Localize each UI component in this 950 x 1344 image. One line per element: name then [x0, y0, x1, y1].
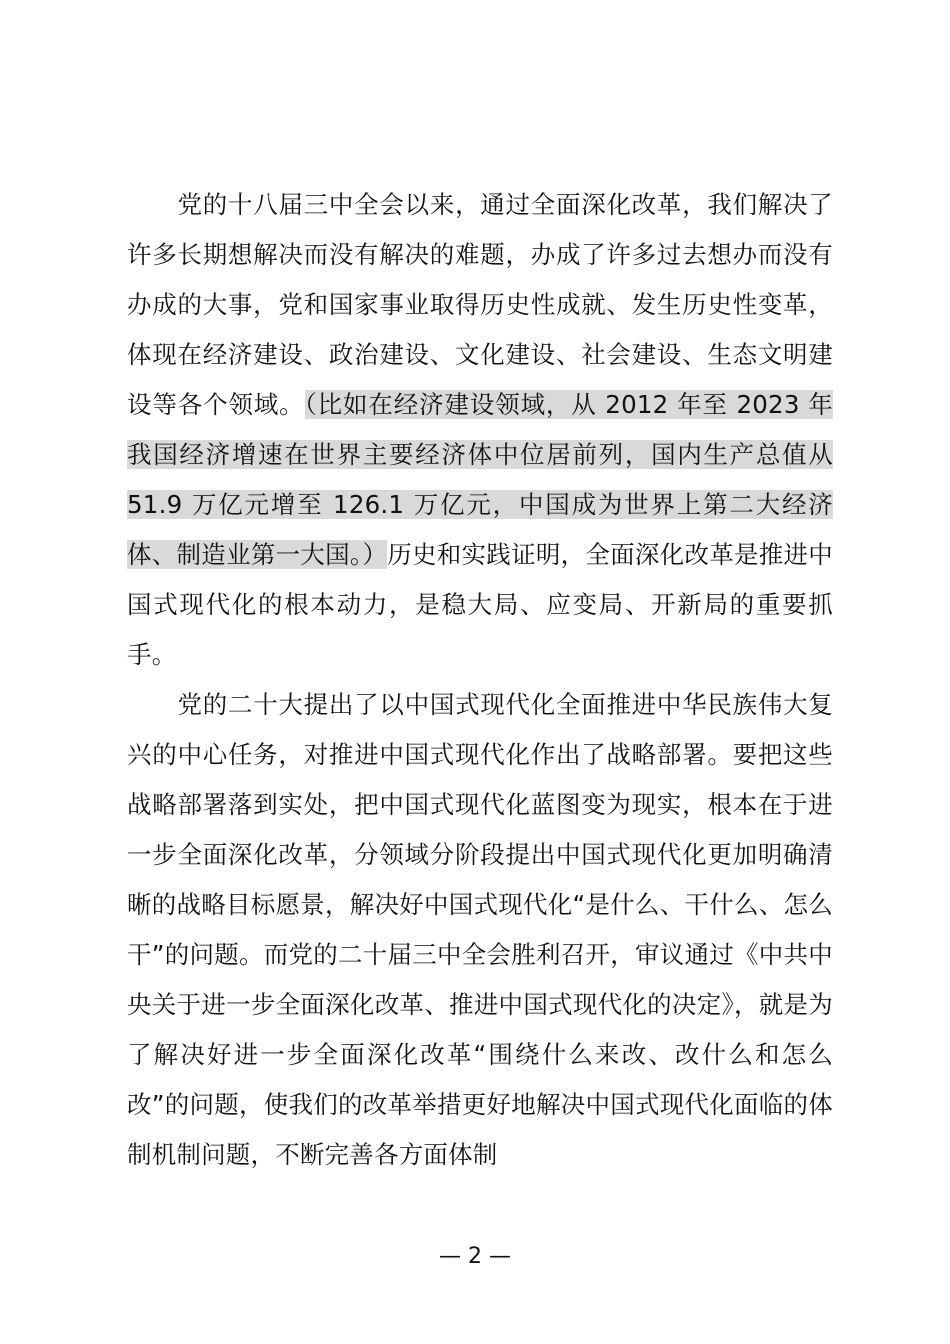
- paragraph-1-text: 党的十八届三中全会以来，通过全面深化改革，我们解决了许多长期想解决而没有解决的难题，办成了许多过去想办而没有办成的大事，党和国家事业取得历史性成就、发生历史性变革，体现在经济建设、政治建设、文化建设、社会建设、生态文明建设等各个领域。: [127, 190, 833, 419]
- highlighted-example-text: （比如在经济建设领域，从 2012 年至 2023 年我国经济增速在世界主要经济体中位居前列，国内生产总值从 51.9 万亿元增至 126.1 万亿元，中国成为世界上第二大经济体、制造业第一大国。）: [127, 390, 833, 569]
- paragraph-2-text: 党的二十大提出了以中国式现代化全面推进中华民族伟大复兴的中心任务，对推进中国式现代化作出了战略部署。要把这些战略部署落到实处，把中国式现代化蓝图变为现实，根本在于进一步全面深化改革，分领域分阶段提出中国式现代化更加明确清晰的战略目标愿景，解决好中国式现代化“是什么、干什么、怎么干”的问题。而党的二十届三中全会胜利召开，审议通过《中共中央关于进一步全面深化改革、推进中国式现代化的决定》，就是为了解决好进一步全面深化改革“围绕什么来改、改什么和怎么改”的问题，使我们的改革举措更好地解决中国式现代化面临的体制机制问题，不断完善各方面体制: [127, 690, 833, 1169]
- paragraph-1: [127, 180, 833, 680]
- page-number: — 2 —: [439, 1244, 511, 1269]
- document-page: [127, 180, 833, 1180]
- paragraph-2: [127, 680, 833, 1180]
- paragraph-1-conclusion: 历史和实践证明，全面深化改革是推进中国式现代化的根本动力，是稳大局、应变局、开新局的重要抓手。: [127, 540, 833, 669]
